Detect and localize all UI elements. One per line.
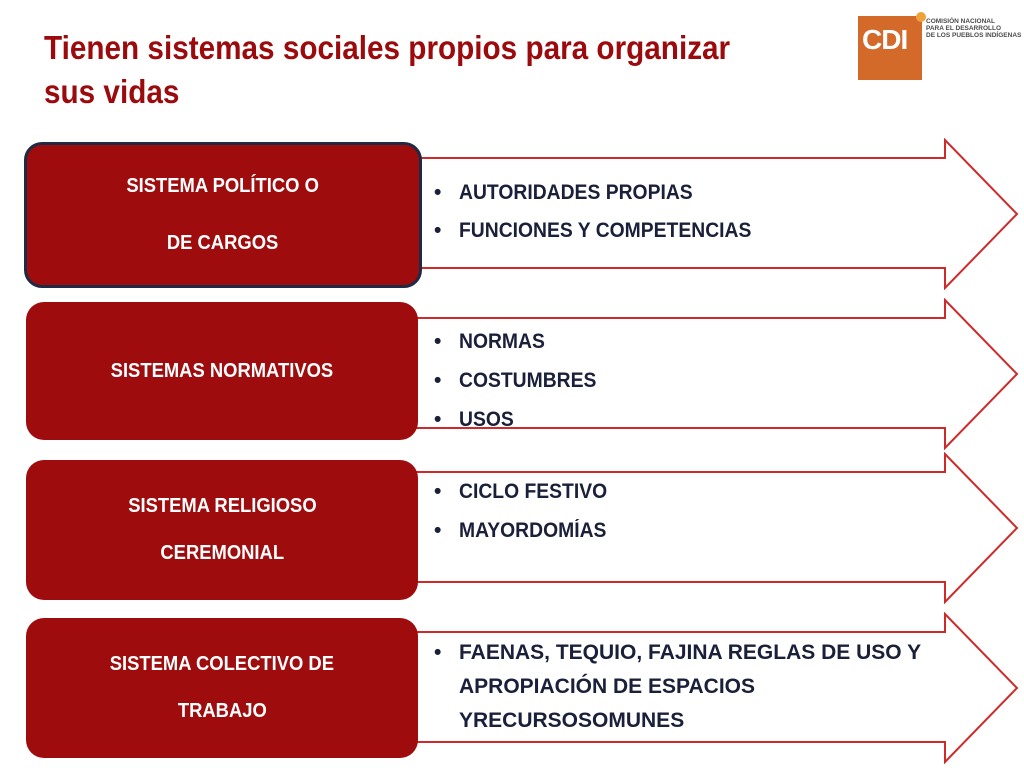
list-item: • FAENAS, TEQUIO, FAJINA REGLAS DE USO Y APROPIACIÓN DE ESPACIOS YRECURSOSOMUNES xyxy=(432,636,972,738)
label-line: SISTEMA COLECTIVO DE xyxy=(109,653,335,675)
row-normative-systems xyxy=(0,298,1024,450)
label-box-political xyxy=(24,142,422,288)
label-box-normative xyxy=(26,302,418,440)
label-box-religious xyxy=(26,460,418,600)
title-line-1: Tienen sistemas sociales propios para organizar xyxy=(44,29,731,66)
logo-dot xyxy=(916,12,926,22)
label-line: SISTEMAS NORMATIVOS xyxy=(110,359,334,382)
logo-text-line: DE LOS PUEBLOS INDÍGENAS xyxy=(926,32,1022,39)
row-religious-system xyxy=(0,452,1024,604)
logo-text-line: PARA EL DESARROLLO xyxy=(926,25,1001,32)
list-item: • AUTORIDADES PROPIAS xyxy=(432,174,962,212)
list-item: • FUNCIONES Y COMPETENCIAS xyxy=(432,212,962,250)
label-line: SISTEMA RELIGIOSO xyxy=(127,495,317,517)
cdi-logo xyxy=(856,6,1024,80)
label-line: TRABAJO xyxy=(177,700,267,722)
row-collective-work xyxy=(0,612,1024,764)
title-line-2: sus vidas xyxy=(44,73,180,110)
row-political-system xyxy=(0,138,1024,290)
bullet-list xyxy=(432,472,962,550)
list-item: • USOS xyxy=(432,400,962,439)
list-item: • COSTUMBRES xyxy=(432,361,962,400)
logo-text-line: COMISIÓN NACIONAL xyxy=(926,18,995,25)
bullet-list xyxy=(432,322,962,439)
bullet-list xyxy=(432,636,972,738)
label-line: CEREMONIAL xyxy=(160,542,284,564)
slide-title xyxy=(44,26,764,114)
list-item: • NORMAS xyxy=(432,322,962,361)
list-item: • MAYORDOMÍAS xyxy=(432,511,962,550)
bullet-list xyxy=(432,174,962,250)
label-line: SISTEMA POLÍTICO O xyxy=(126,175,320,197)
label-box-collective xyxy=(26,618,418,758)
logo-letters: CDI xyxy=(862,24,908,55)
label-line: DE CARGOS xyxy=(167,232,279,254)
list-item: • CICLO FESTIVO xyxy=(432,472,962,511)
logo-text xyxy=(926,18,1024,39)
